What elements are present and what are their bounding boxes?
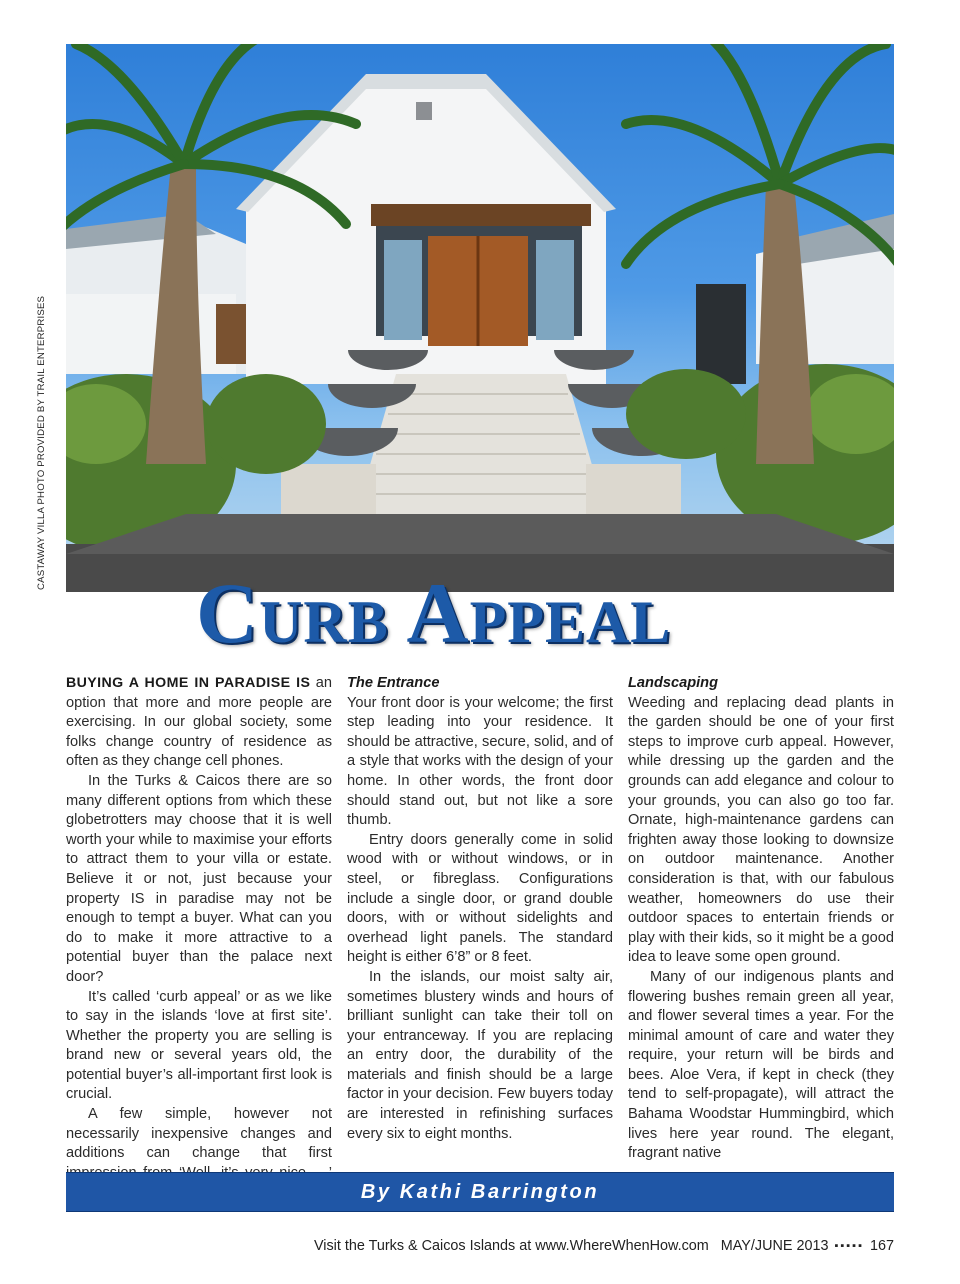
paragraph [66, 674, 332, 772]
paragraph: A few simple, however not necessarily inexpensive changes and additions can change that first [66, 1106, 332, 1162]
paragraph: Many of our indigenous plants and flowering bushes remain green all year, and flower several times a year. For the minimal amount of care and water they require, your return will be birds and bees. Aloe Vera, if kept in check (they tend to self-propagate), will attract the Bahama Woodstar Hummingbird, which lives here year round. The elegant, fragrant native [628, 968, 894, 1162]
column-1 [66, 674, 332, 1203]
page-footer [240, 1238, 894, 1258]
photo-credit: CASTAWAY VILLA PHOTO PROVIDED BY TRAIL ENTERPRISES [36, 295, 47, 590]
paragraph: Weeding and replacing dead plants in the garden should be one of your first steps to improve curb appeal. However, while dressing up the garden and the grounds can add elegance and colour to your grounds, you can also go too far. Ornate, high-maintenance gardens can frighten away those looking to downsize on outdoor maintenance. Another consideration is that, with our fabulous weather, homeowners do use their outdoor spaces to entertain friends or play with their kids, so it might be a good idea to leave some open ground. [628, 694, 894, 966]
paragraph: In the islands, our moist salty air, sometimes blustery winds and hours of brilliant sunlight can take their toll on your entranceway. If you are replacing an entry door, the durability of the materials and finish should be a large factor in your decision. Few buyers today are interested in refinishing surfaces every six to eight months. [347, 968, 613, 1142]
article-body [66, 674, 894, 1162]
page-number: 167 [869, 1238, 894, 1254]
column-2 [347, 674, 613, 1144]
paragraph-text: an option that more and more people are exercising. In our global society, some folks change country of residence as often as they change cell phones. [66, 675, 332, 770]
byline: By Kathi Barrington [360, 1181, 600, 1203]
villa-photo [66, 44, 894, 592]
paragraph: It’s called ‘curb appeal’ or as we like to say in the islands ‘love at first site’. Whether the property you are selling is brand new or several years old, the potential buyer’s all-important first look is crucial. [66, 988, 332, 1103]
byline-bar [66, 1172, 894, 1212]
footer-dots: ▪▪▪▪▪ [834, 1240, 864, 1252]
subhead-landscaping: Landscaping [628, 675, 719, 691]
subhead-entrance: The Entrance [347, 675, 440, 691]
paragraph: In the Turks & Caicos there are so many different options from which these globetrotters may choose that it is well worth your while to maximise your efforts to attract them to your villa or estate. Believe it or not, just because your property IS in paradise may not be enough to tempt a buyer. What can you do to make it more attractive to a potential buyer than the palace next door? [66, 772, 332, 985]
footer-visit-text: Visit the Turks & Caicos Islands at www.WhereWhenHow.com [313, 1238, 709, 1254]
lead-in: BUYING A HOME IN PARADISE IS [66, 675, 311, 691]
paragraph: Entry doors generally come in solid wood with or without windows, or in steel, or fibreglass. Configurations include a single door, or grand double doors, with or without sidelights and overhead light panels. The standard height is either 6’8” or 8 feet. [347, 831, 613, 966]
footer-issue: MAY/JUNE 2013 [720, 1238, 829, 1254]
article-title: Curb Appeal [196, 565, 672, 661]
paragraph: Your front door is your welcome; the first step leading into your residence. It should be attractive, secure, solid, and of a style that works with the design of your home. In other words, the front door should stand out, but not like a sore thumb. [347, 694, 613, 829]
column-3 [628, 674, 894, 1164]
